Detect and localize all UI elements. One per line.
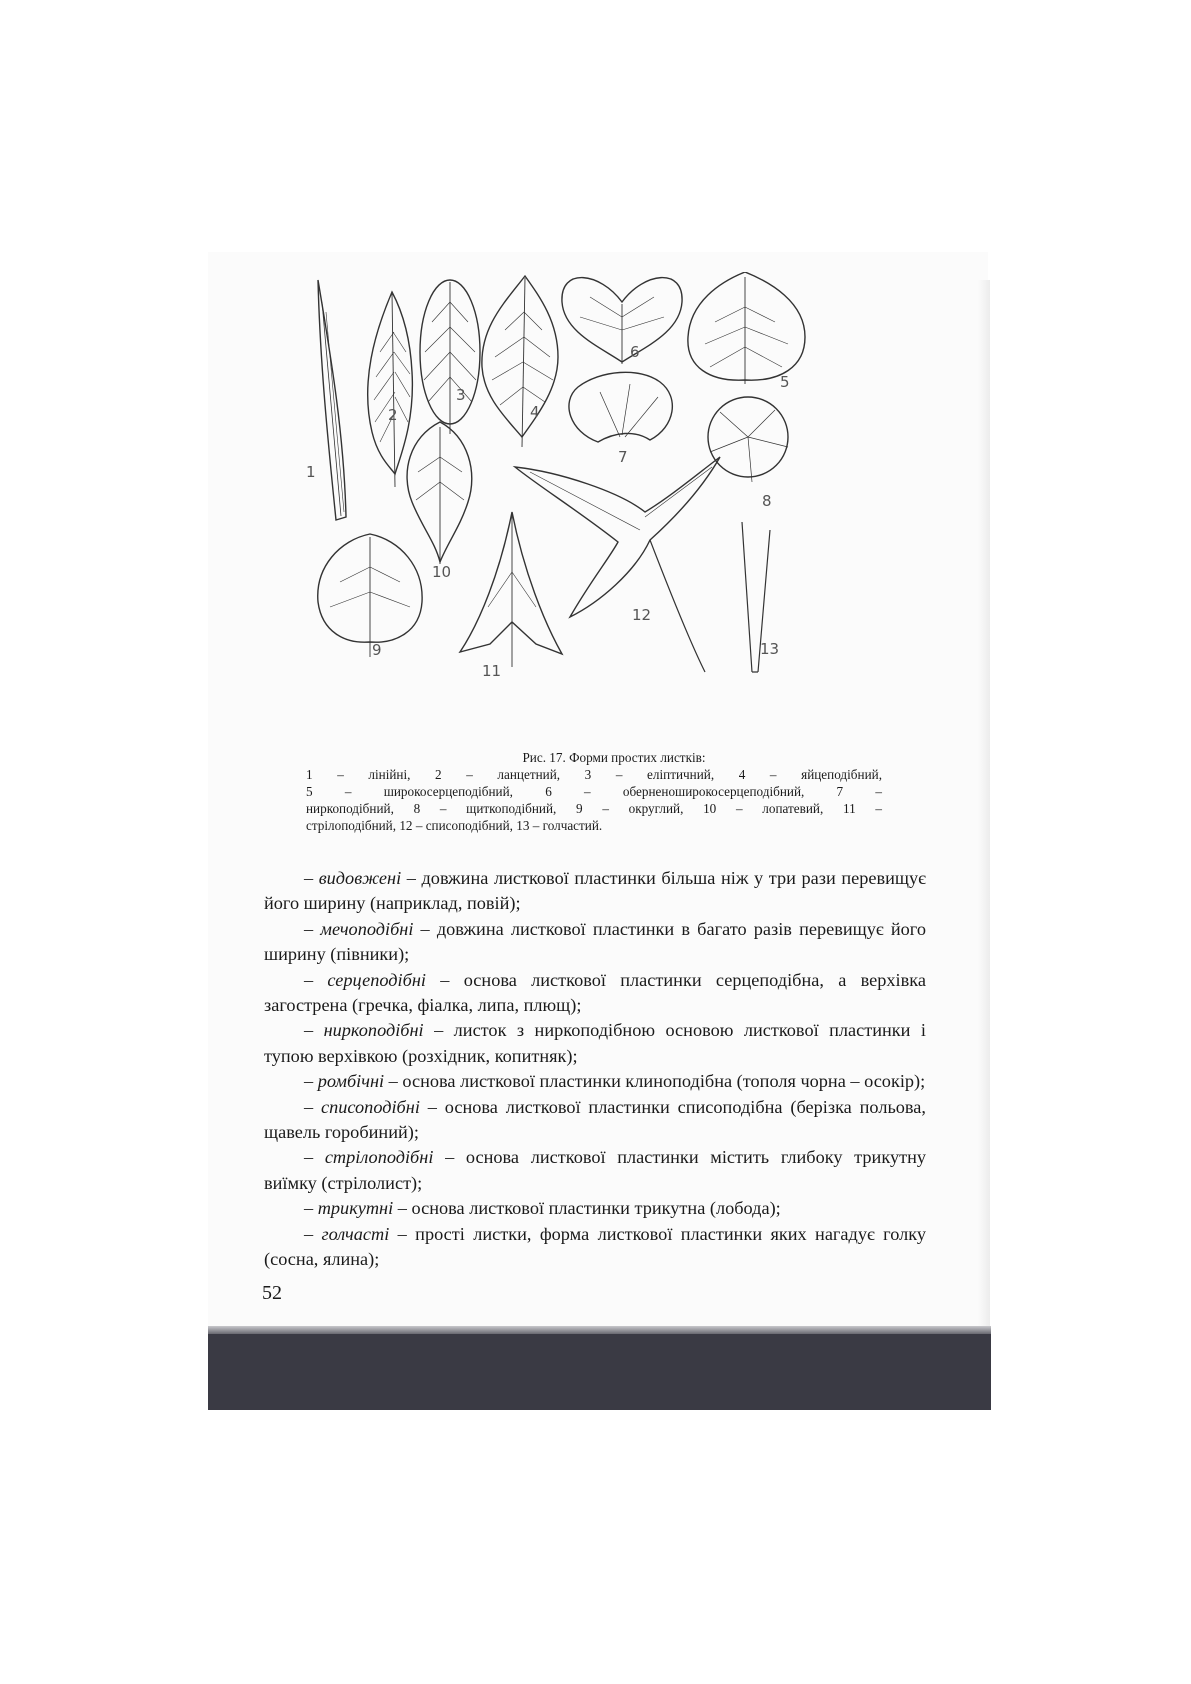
leaf-elliptic-drawing bbox=[420, 280, 480, 434]
leaf-orbicular-drawing bbox=[318, 534, 422, 657]
definition: – основа листкової пластинки містить глибоку трикутну виїмку (стрілолист); bbox=[264, 1147, 926, 1193]
term: – трикутні bbox=[304, 1198, 394, 1219]
leaf-reniform-drawing bbox=[569, 372, 672, 442]
figure-number: 6 bbox=[630, 343, 640, 361]
leaf-spatulate-drawing bbox=[407, 422, 472, 564]
leaf-sagittate-drawing bbox=[460, 512, 562, 667]
paragraph bbox=[264, 1018, 926, 1069]
figure-number: 4 bbox=[530, 403, 540, 421]
term: – видовжені bbox=[304, 868, 402, 888]
caption-line: ниркоподібний, 8 – щиткоподібний, 9 – округлий, 10 – лопатевий, 11 – bbox=[306, 801, 882, 816]
leaf-ovate-drawing bbox=[482, 276, 558, 447]
leaf-peltate-drawing bbox=[708, 397, 788, 482]
caption-line: 1 – лінійні, 2 – ланцетний, 3 – еліптичний, 4 – яйцеподібний, bbox=[306, 767, 882, 782]
leaf-shapes-figure bbox=[300, 272, 860, 742]
term: – серцеподібні bbox=[304, 969, 426, 990]
body-text bbox=[264, 866, 926, 1273]
figure-caption bbox=[306, 749, 882, 834]
figure-number: 2 bbox=[388, 406, 398, 424]
caption-line: 5 – широкосерцеподібний, 6 – оберненоширокосерцеподібний, 7 – bbox=[306, 784, 882, 799]
figure-number: 7 bbox=[618, 448, 628, 466]
definition: – основа листкової пластинки серцеподібна, а верхівка загострена (гречка, фіалка, липа, плющ); bbox=[264, 969, 926, 1016]
definition: – основа листкової пластинки клиноподібна (тополя чорна – осокір); bbox=[384, 1071, 926, 1092]
leaf-lanceolate-drawing bbox=[368, 292, 413, 487]
definition: – довжина листкової пластинки більша ніж у три рази перевищує його ширину (наприклад, повій); bbox=[264, 868, 926, 914]
scan-dark-border bbox=[208, 1334, 991, 1410]
leaf-linear-drawing bbox=[318, 280, 346, 520]
paragraph bbox=[264, 1196, 926, 1221]
paragraph bbox=[264, 1095, 926, 1146]
figure-number: 8 bbox=[762, 492, 772, 510]
figure-number: 5 bbox=[780, 373, 790, 391]
definition: – основа листкової пластинки списоподібна (берізка польова, щавель горобиний); bbox=[264, 1096, 926, 1143]
figure-number: 12 bbox=[632, 606, 652, 624]
figure-number: 10 bbox=[432, 563, 452, 581]
term: – ромбічні bbox=[304, 1071, 385, 1092]
definition: – довжина листкової пластинки в багато разів перевищує його ширину (півники); bbox=[264, 918, 926, 965]
figure-number: 3 bbox=[456, 386, 466, 404]
definition: – прості листки, форма листкової пластинки яких нагадує голку (сосна, ялина); bbox=[264, 1223, 927, 1270]
definition: – листок з ниркоподібною основою листкової пластинки і тупою верхівкою (розхідник, копитняк); bbox=[264, 1020, 926, 1066]
paragraph bbox=[264, 968, 926, 1019]
caption-line: стрілоподібний, 12 – списоподібний, 13 – голчастий. bbox=[306, 818, 603, 833]
figure-number: 9 bbox=[372, 641, 382, 659]
leaf-obcordate-drawing bbox=[562, 278, 682, 364]
figure-number: 13 bbox=[760, 640, 780, 658]
paragraph bbox=[264, 1222, 926, 1273]
leaf-illustration bbox=[300, 272, 860, 742]
paragraph bbox=[264, 917, 926, 968]
term: – мечоподібні bbox=[304, 918, 414, 939]
term: – голчасті bbox=[304, 1223, 390, 1244]
page-number: 52 bbox=[262, 1282, 282, 1304]
term: – ниркоподібні bbox=[304, 1020, 424, 1041]
paragraph bbox=[264, 866, 926, 917]
page-edge-shadow bbox=[978, 280, 990, 1330]
paragraph bbox=[264, 1069, 926, 1094]
leaf-broad-cordate-drawing bbox=[688, 272, 805, 384]
definition: – основа листкової пластинки трикутна (лобода); bbox=[393, 1198, 781, 1219]
leaf-hastate-drawing bbox=[515, 457, 720, 672]
caption-body bbox=[306, 766, 882, 834]
figure-number: 1 bbox=[306, 463, 316, 481]
paragraph bbox=[264, 1145, 926, 1196]
caption-title: Рис. 17. Форми простих листків: bbox=[522, 750, 706, 765]
figure-number: 11 bbox=[482, 662, 502, 680]
term: – списоподібні bbox=[304, 1096, 420, 1117]
term: – стрілоподібні bbox=[304, 1147, 434, 1168]
